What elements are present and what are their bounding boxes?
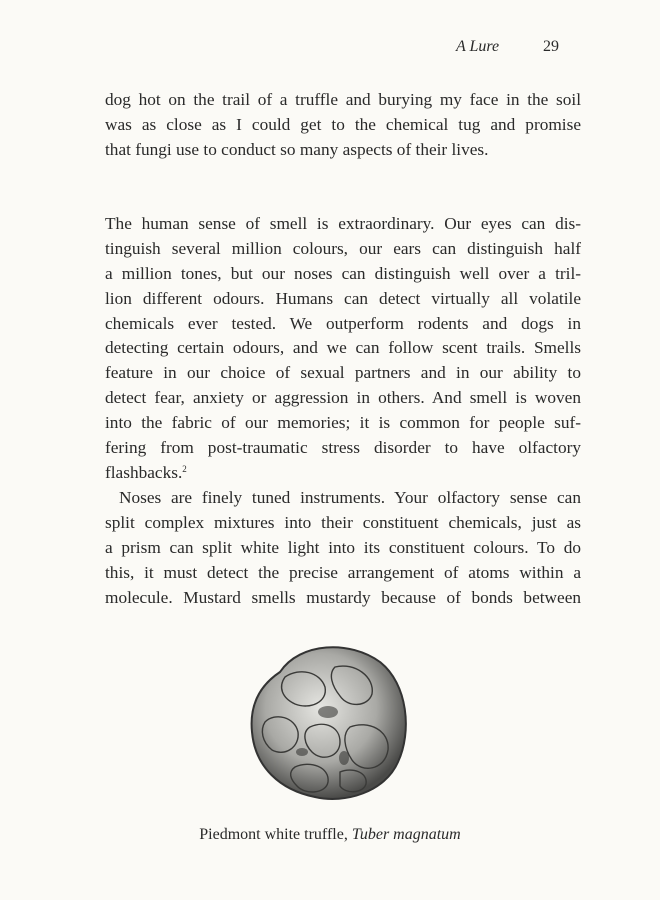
text-line: feature in our choice of sexual partners and in our ability to bbox=[105, 363, 581, 383]
page-number: 29 bbox=[543, 38, 559, 55]
text-line: fering from post-traumatic stress disorder to have olfactory bbox=[105, 438, 581, 458]
text-line-content: flashbacks. bbox=[105, 462, 183, 482]
text-line: split complex mixtures into their constituent chemicals, just as bbox=[105, 512, 581, 532]
truffle-illustration bbox=[240, 632, 415, 807]
text-line: chemicals ever tested. We outperform rodents and dogs in bbox=[105, 313, 581, 333]
text-line: detect fear, anxiety or aggression in others. And smell is woven bbox=[105, 388, 581, 408]
text-line: lion different odours. Humans can detect virtually all volatile bbox=[105, 288, 581, 308]
text-line: The human sense of smell is extraordinary. Our eyes can dis- bbox=[105, 214, 581, 233]
text-line: dog hot on the trail of a truffle and burying my face in the soil bbox=[105, 90, 581, 109]
text-line: this, it must detect the precise arrangement of atoms within a bbox=[105, 562, 581, 582]
paragraph-2 bbox=[105, 212, 581, 486]
text-line: tinguish several million colours, our ears can distinguish half bbox=[105, 238, 581, 258]
figure-caption bbox=[0, 826, 660, 844]
text-line bbox=[105, 461, 581, 486]
text-line: that fungi use to conduct so many aspects of their lives. bbox=[105, 139, 489, 159]
text-line: was as close as I could get to the chemical tug and promise bbox=[105, 114, 581, 134]
text-line: a million tones, but our noses can distinguish well over a tril- bbox=[105, 263, 581, 283]
running-title: A Lure bbox=[456, 38, 500, 55]
paragraph-3 bbox=[105, 486, 581, 610]
caption-species: Tuber magnatum bbox=[351, 826, 461, 843]
caption-text: Piedmont white truffle, bbox=[199, 826, 352, 843]
text-line: into the fabric of our memories; it is common for people suf- bbox=[105, 413, 581, 433]
text-line: a prism can split white light into its constituent colours. To do bbox=[105, 537, 581, 557]
text-line: molecule. Mustard smells mustardy because of bonds between bbox=[105, 587, 581, 607]
paragraph-1 bbox=[105, 88, 581, 163]
text-line: detecting certain odours, and we can follow scent trails. Smells bbox=[105, 338, 581, 358]
footnote-reference[interactable]: 2 bbox=[182, 463, 187, 474]
text-line: Noses are finely tuned instruments. Your olfactory sense can bbox=[119, 488, 581, 507]
